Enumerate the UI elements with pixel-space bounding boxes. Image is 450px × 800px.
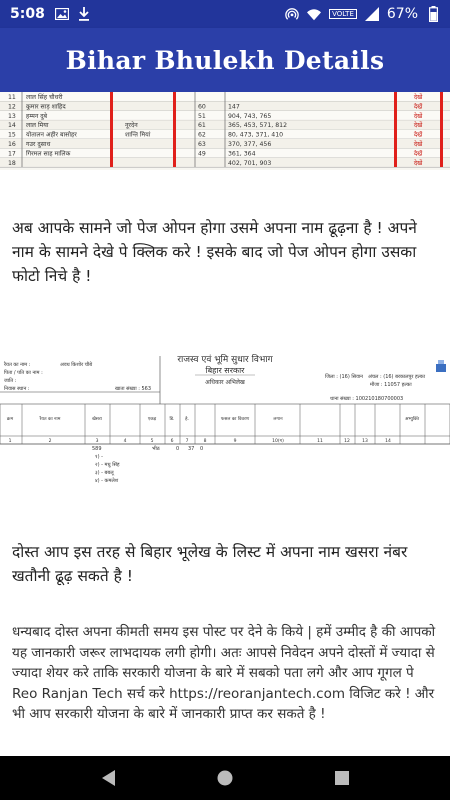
- thanks-paragraph: धन्यबाद दोस्त अपना कीमती समय इस पोस्ट पर देने के किये | हमें उम्मीद है की आपको यह जानकारी जरूर लाभदायक लगी होगी। अतः आपसे निवेदन अपने दोस्तों में ज्यादा से ज्यादा शेयर करे ताकि सरकारी योजना के बारे में सबको पता लगे और आप गूगल पे Reo Ranjan Tech सर्च करे https://reoranjantech.com विजिट करे ! और भी आप सरकारी योजना के बारे में जानकारी प्राप्त कर सकते है !: [12, 624, 436, 722]
- doc-khata: खाता संख्या : 563: [115, 386, 152, 392]
- table-view-link[interactable]: देखें: [413, 122, 423, 130]
- doc-header-record: अधिकार अभिलेख: [205, 379, 245, 386]
- article-content[interactable]: [0, 92, 450, 756]
- doc-header-dept: राजस्व एवं भूमि सुधार विभाग: [177, 355, 273, 365]
- doc-column-header: क्रम: [6, 417, 14, 422]
- table-row-khesra: 370, 377, 456: [228, 141, 272, 148]
- doc-column-header: हे.: [185, 417, 189, 422]
- status-time: 5:08: [10, 6, 45, 22]
- svg-text:जाति :: जाति :: [4, 378, 17, 384]
- table-row-number: 13: [8, 112, 16, 120]
- download-icon: [77, 7, 91, 21]
- table-view-link[interactable]: देखें: [413, 150, 423, 158]
- table-row-khesra: 402, 701, 903: [228, 159, 272, 167]
- doc-column-header: लगान: [273, 417, 283, 422]
- doc-district: जिला : (16) सिवान: [325, 374, 363, 380]
- doc-column-header: एकड़: [147, 417, 157, 422]
- doc-column-header: डि.: [169, 417, 175, 422]
- table-row-khata: 51: [198, 112, 206, 120]
- doc-column-number: 6: [170, 439, 174, 444]
- table-row-khesra: 361, 364: [228, 150, 256, 158]
- battery-percent: 67%: [386, 6, 418, 22]
- doc-thana: थाना संख्या : 100210180700003: [330, 396, 404, 402]
- status-right-icons: [285, 6, 440, 22]
- doc-column-number: 2: [48, 439, 52, 444]
- svg-text:पिता / पति का नाम :: पिता / पति का नाम :: [4, 370, 43, 376]
- table-row-khata: 61: [198, 122, 206, 130]
- svg-text:निवास स्थान :: निवास स्थान :: [4, 386, 30, 392]
- system-nav-bar: [0, 756, 450, 800]
- doc-column-number: 8: [203, 439, 207, 444]
- table-row-father-name: नूरदेन: [125, 122, 138, 130]
- table-row-number: 16: [8, 141, 16, 148]
- svg-text:३) - बबलू: ३) - बबलू: [95, 470, 114, 476]
- search-tip-paragraph: दोस्त आप इस तरह से बिहार भूलेख के लिस्ट में अपना नाम खसरा नंबर खतौनी ढूढ़ सकते है !: [12, 543, 408, 585]
- table-row-name: गउर दुसाध: [26, 141, 51, 148]
- wifi-icon: [307, 7, 321, 21]
- table-row-khesra: 365, 453, 571, 812: [228, 122, 288, 130]
- table-row-name: हम्मन दुबे: [26, 112, 48, 120]
- status-bar: [0, 0, 450, 28]
- doc-column-number: 10(ग): [272, 439, 284, 444]
- land-record-document-image: [0, 348, 450, 494]
- table-row-number: 11: [8, 94, 16, 101]
- table-row-number: 15: [8, 131, 16, 139]
- instruction-paragraph: अब आपके सामने जो पेज ओपन होगा उसमे अपना नाम ढूढ़ना है ! अपने नाम के सामने देखे पे क्लिक करे ! इसके बाद जो पेज ओपन होगा उसका फोटो निचे है !: [12, 219, 417, 285]
- table-row-khesra: 80, 473, 371, 410: [228, 131, 284, 139]
- hotspot-icon: [285, 7, 299, 21]
- table-row-number: 17: [8, 150, 16, 158]
- doc-column-number: 13: [362, 439, 368, 444]
- doc-column-number: 4: [123, 439, 127, 444]
- table-row-khata: 60: [198, 103, 206, 111]
- doc-column-header: रैयत का नाम: [39, 417, 61, 422]
- doc-column-number: 9: [233, 439, 237, 444]
- svg-text:भीठ: भीठ: [152, 446, 160, 452]
- table-row-name: लाल मिया: [26, 122, 49, 130]
- table-row-name: कुमार साड़ शाहिद: [26, 103, 66, 111]
- table-view-link[interactable]: देखें: [413, 103, 423, 111]
- doc-header-govt: बिहार सरकार: [205, 366, 245, 375]
- table-view-link[interactable]: देखें: [413, 141, 423, 148]
- svg-text:४) - कमलेश: ४) - कमलेश: [95, 478, 119, 484]
- doc-column-header: खेसरा: [92, 417, 102, 422]
- doc-column-number: 12: [344, 439, 350, 444]
- back-button[interactable]: [88, 758, 128, 798]
- doc-column-number: 1: [8, 439, 12, 444]
- doc-column-number: 3: [95, 439, 99, 444]
- svg-text:१) -: १) -: [95, 454, 103, 460]
- doc-owner: अवध किशोर चौबे: [60, 362, 93, 368]
- app-title: Bihar Bhulekh Details: [65, 45, 385, 75]
- table-view-link[interactable]: देखें: [413, 131, 423, 139]
- table-row-name: योतालन अहीर बासोहर: [26, 131, 77, 139]
- table-row-khesra: 904, 743, 765: [228, 112, 272, 120]
- doc-column-header: अभ्युक्ति: [404, 417, 420, 422]
- table-row-father-name: शान्ति मियां: [125, 131, 151, 139]
- image-notification-icon: [55, 7, 69, 21]
- table-row-khata: 49: [198, 150, 206, 158]
- table-row-number: 12: [8, 103, 16, 111]
- table-row-name: लाल सिंह चौधरी: [26, 94, 63, 101]
- table-row-khata: 62: [198, 131, 206, 139]
- app-bar: [0, 28, 450, 92]
- signal-icon: [365, 7, 379, 21]
- doc-mauza: मौजा : 11057 हल्का: [370, 382, 412, 388]
- land-record-table-image: [0, 92, 450, 170]
- doc-column-number: 5: [150, 439, 154, 444]
- svg-text:0: 0: [200, 446, 204, 452]
- doc-column-number: 14: [385, 439, 391, 444]
- svg-text:२) - मधु सिंह: २) - मधु सिंह: [95, 462, 120, 468]
- doc-circle: अंचल : (16) बरकालपुर हल्का: [368, 374, 426, 380]
- notification-icons: [55, 7, 91, 21]
- doc-column-header: फसल का विवरण: [220, 417, 250, 422]
- table-row-name: गिरमल साह मालिक: [26, 150, 71, 158]
- table-row-khesra: 147: [228, 103, 240, 111]
- svg-text:37: 37: [188, 446, 195, 452]
- svg-text:रैयत का नाम :: रैयत का नाम :: [4, 362, 31, 368]
- svg-text:0: 0: [176, 446, 180, 452]
- battery-icon: [426, 7, 440, 21]
- table-view-link[interactable]: देखें: [413, 159, 423, 167]
- table-view-link[interactable]: देखें: [413, 94, 423, 101]
- volte-badge: VOLTE: [329, 9, 357, 19]
- svg-text:589: 589: [92, 446, 102, 452]
- table-row-khata: 63: [198, 141, 206, 148]
- table-row-number: 18: [8, 159, 16, 167]
- doc-column-number: 11: [317, 439, 323, 444]
- recents-button[interactable]: [322, 758, 362, 798]
- doc-column-number: 7: [185, 439, 189, 444]
- table-view-link[interactable]: देखें: [413, 112, 423, 120]
- home-button[interactable]: [205, 758, 245, 798]
- table-row-number: 14: [8, 122, 16, 130]
